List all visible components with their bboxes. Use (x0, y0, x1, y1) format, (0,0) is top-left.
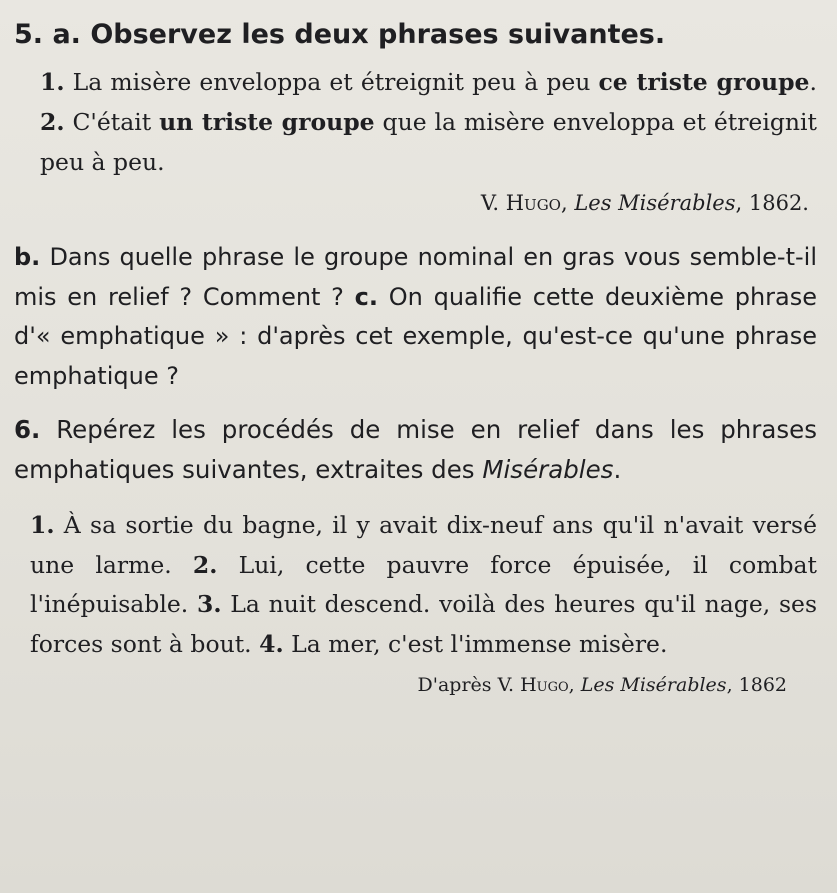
exercise-6-heading (14, 410, 817, 490)
exercise-6-source (14, 672, 787, 698)
phrase-2-number: 2. (192, 550, 218, 579)
exercise-5a-passage (40, 62, 817, 182)
sentence-2-number: 2. (40, 108, 65, 136)
source-year: , 1862. (735, 191, 809, 215)
phrase-1-number: 1. (30, 511, 55, 539)
phrase-3-text: La nuit descend. voilà des heures qu'il nage, ses forces sont à bout. (30, 590, 817, 658)
exercise-5b-text (14, 238, 817, 396)
exercise-6-passage (30, 506, 817, 664)
exercise-5a-source (14, 186, 809, 220)
source-title: Les Misérables (574, 191, 736, 215)
question-b: Dans quelle phrase le groupe nominal en gras vous semble-t-il mis en relief ? Comment ? (14, 243, 817, 311)
sentence-1-number: 1. (40, 68, 65, 96)
sentence-2-part-a: C'était (64, 108, 160, 136)
label-c: c. (354, 282, 379, 311)
phrase-4-number: 4. (259, 629, 284, 658)
exercise-5a-heading (14, 18, 817, 52)
source-year: , 1862 (726, 674, 787, 696)
exercise-5a-heading-text: 5. a. Observez les deux phrases suivantes. (14, 19, 666, 50)
sentence-2-bold-group: un triste groupe (159, 108, 375, 136)
exercise-6-number: 6. (14, 415, 41, 444)
sentence-1-end: . (809, 68, 817, 96)
source-separator: , (568, 674, 581, 696)
sentence-1-part-a: La misère enveloppa et étreignit peu à peu (64, 68, 599, 96)
exercise-6-end: . (613, 455, 622, 484)
phrase-2-text: Lui, cette pauvre force épuisée, il combat l'inépuisable. (30, 550, 817, 618)
source-author: V. Hugo (480, 191, 561, 215)
label-b: b. (14, 243, 41, 271)
phrase-1-text: À sa sortie du bagne, il y avait dix-neuf ans qu'il n'avait versé une larme. (30, 511, 817, 579)
phrase-3-number: 3. (197, 590, 222, 618)
source-separator: , (560, 191, 575, 215)
sentence-1-bold-group: ce triste groupe (598, 68, 810, 96)
source-prefix: D'après (417, 674, 498, 696)
source-title: Les Misérables (580, 674, 727, 696)
source-author: V. Hugo (497, 674, 569, 696)
exercise-6-title: Misérables (482, 455, 614, 484)
phrase-4-text: La mer, c'est l'immense misère. (283, 629, 668, 658)
question-c: On qualifie cette deuxième phrase d'« emphatique » : d'après cet exemple, qu'est-ce qu'une phrase emphatique ? (14, 282, 817, 390)
sentence-2-part-c: que la misère enveloppa et étreignit peu à peu. (40, 108, 817, 176)
exercise-6-instruction: Repérez les procédés de mise en relief dans les phrases emphatiques suivantes, extraites des (14, 415, 817, 484)
